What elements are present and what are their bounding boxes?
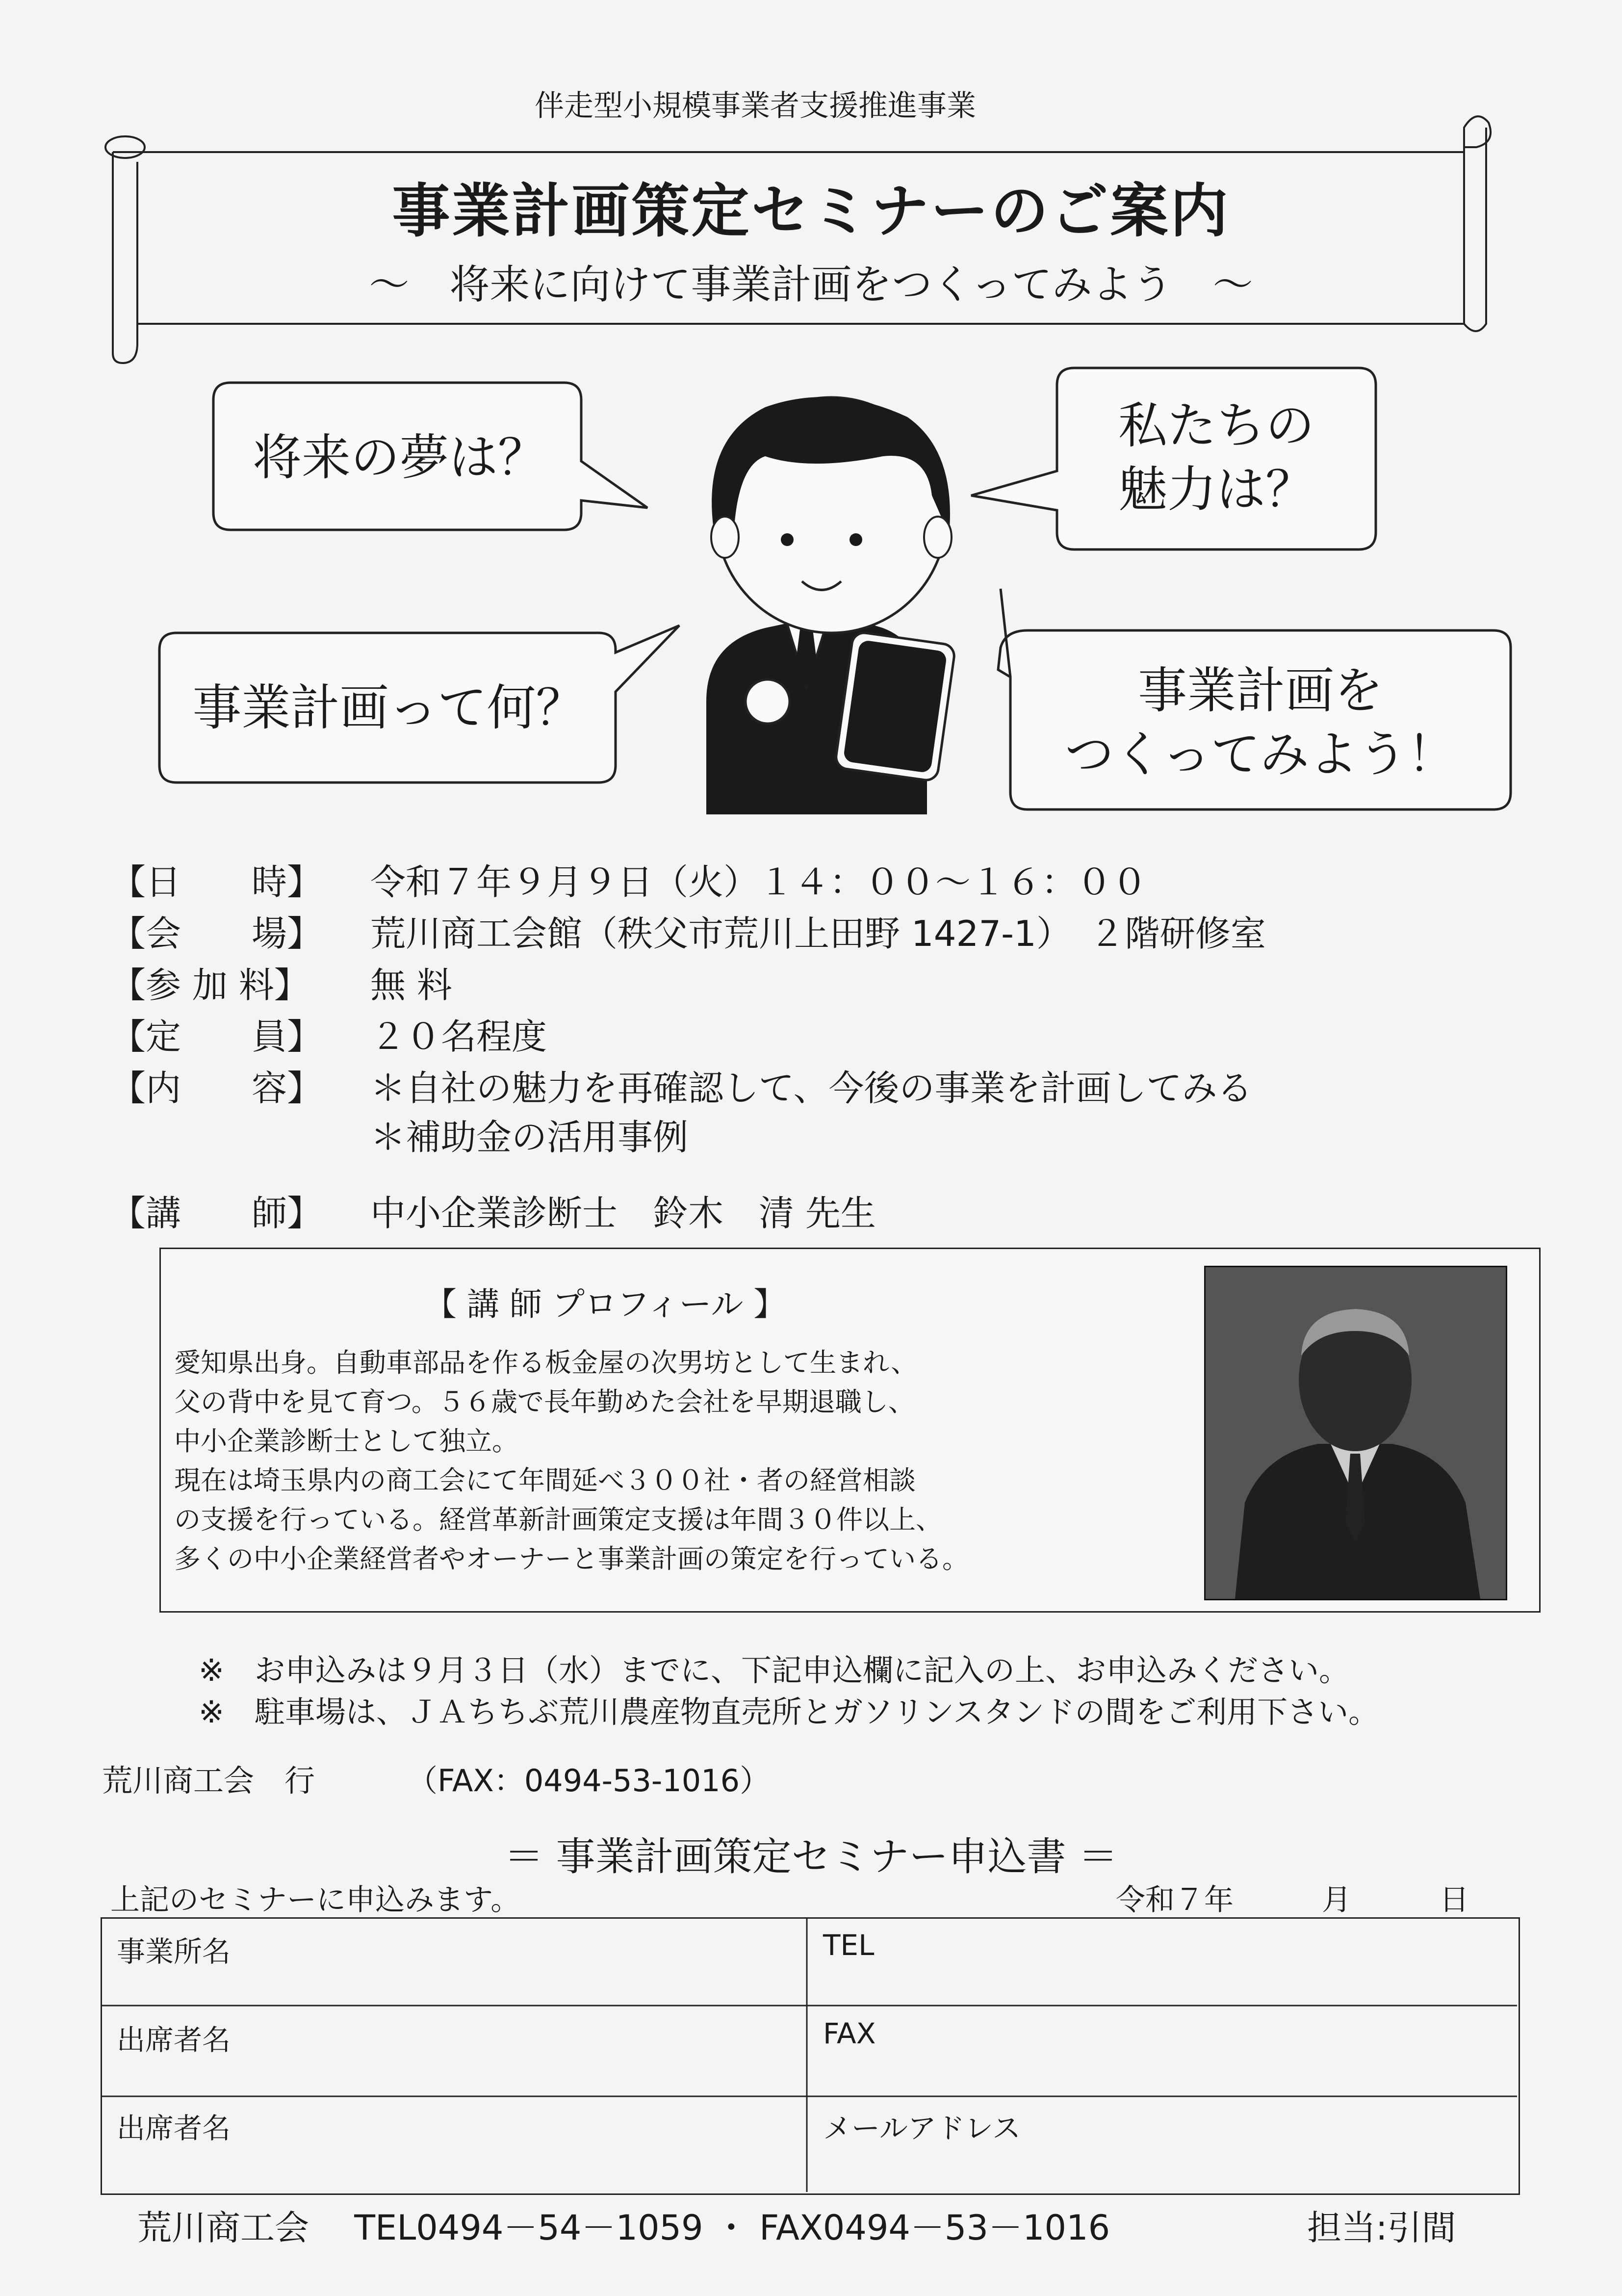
form-title: ＝ 事業計画策定セミナー申込書 ＝ <box>504 1834 1118 1879</box>
form-field-attendee-2[interactable]: 出席者名 <box>117 2112 231 2145</box>
program-name: 伴走型小規模事業者支援推進事業 <box>535 89 976 123</box>
detail-value-venue: 荒川商工会館（秩父市荒川上田野 1427-1） ２階研修室 <box>370 913 1266 954</box>
lecturer-photo-image <box>1206 1267 1506 1599</box>
bubble-top-left-text: 将来の夢は？ <box>253 429 547 486</box>
form-field-fax[interactable]: FAX <box>823 2017 876 2050</box>
detail-label-datetime: 【日 時】 <box>110 861 323 903</box>
form-field-company[interactable]: 事業所名 <box>117 1935 231 1968</box>
profile-line: 現在は埼玉県内の商工会にて年間延べ３００社・者の経営相談 <box>174 1465 916 1496</box>
form-field-attendee-1[interactable]: 出席者名 <box>117 2023 231 2057</box>
form-recipient-fax: （FAX：0494-53-1016） <box>407 1763 771 1799</box>
detail-value-lecturer: 中小企業診断士 鈴木 清 先生 <box>370 1193 876 1234</box>
profile-title: 【 講 師 プロフィール 】 <box>424 1285 786 1323</box>
form-grid <box>101 1917 1517 2192</box>
bubble-top-right-text-2: 魅力は？ <box>1118 461 1314 518</box>
profile-line: の支援を行っている。経営革新計画策定支援は年間３０件以上、 <box>174 1504 942 1535</box>
note-deadline: ※ お申込みは９月３日（水）までに、下記申込欄に記入の上、お申込みください。 <box>199 1652 1349 1688</box>
bubble-bottom-right-text-2: つくってみよう！ <box>1065 726 1456 783</box>
footer-contact: 担当:引間 <box>1307 2208 1456 2248</box>
detail-value-capacity: ２０名程度 <box>370 1016 547 1057</box>
bubble-bottom-left-text: 事業計画って何？ <box>192 679 585 736</box>
form-date: 令和７年 月 日 <box>1116 1883 1469 1917</box>
form-field-email[interactable]: メールアドレス <box>823 2112 1021 2145</box>
form-field-tel[interactable]: TEL <box>823 1929 875 1962</box>
footer-organization: 荒川商工会 TEL0494－54－1059 ・ FAX0494－53－1016 <box>137 2208 1110 2248</box>
detail-label-content: 【内 容】 <box>110 1068 323 1109</box>
profile-line: 多くの中小企業経営者やオーナーと事業計画の策定を行っている。 <box>174 1543 969 1574</box>
detail-value-content-2: ＊補助金の活用事例 <box>370 1117 689 1158</box>
page-title: 事業計画策定セミナーのご案内 <box>392 177 1230 245</box>
bubble-bottom-right-text-1: 事業計画を <box>1138 662 1383 719</box>
detail-label-capacity: 【定 員】 <box>110 1016 323 1057</box>
bubble-top-right-text-1: 私たちの <box>1118 397 1314 454</box>
form-recipient: 荒川商工会 行 <box>102 1763 315 1799</box>
detail-label-venue: 【会 場】 <box>110 913 323 954</box>
businessman-illustration <box>706 397 955 814</box>
detail-value-fee: 無 料 <box>370 965 452 1006</box>
note-parking: ※ 駐車場は、ＪＡちちぶ荒川農産物直売所とガソリンスタンドの間をご利用下さい。 <box>199 1694 1379 1730</box>
detail-value-content-1: ＊自社の魅力を再確認して、今後の事業を計画してみる <box>370 1068 1253 1109</box>
profile-line: 愛知県出身。自動車部品を作る板金屋の次男坊として生まれ、 <box>174 1347 918 1378</box>
detail-label-lecturer: 【講 師】 <box>110 1193 323 1234</box>
detail-value-datetime: 令和７年９月９日（火）１４：００～１６：００ <box>370 861 1148 903</box>
page-subtitle: ～ 将来に向けて事業計画をつくってみよう ～ <box>369 261 1253 308</box>
form-apply-text: 上記のセミナーに申込みます。 <box>110 1883 520 1917</box>
profile-line: 父の背中を見て育つ。５６歳で長年勤めた会社を早期退職し、 <box>174 1386 915 1417</box>
lecturer-photo <box>1204 1266 1507 1600</box>
application-form-table <box>101 1917 1520 2195</box>
profile-line: 中小企業診断士として独立。 <box>174 1426 518 1457</box>
detail-label-fee: 【参 加 料】 <box>110 965 309 1006</box>
